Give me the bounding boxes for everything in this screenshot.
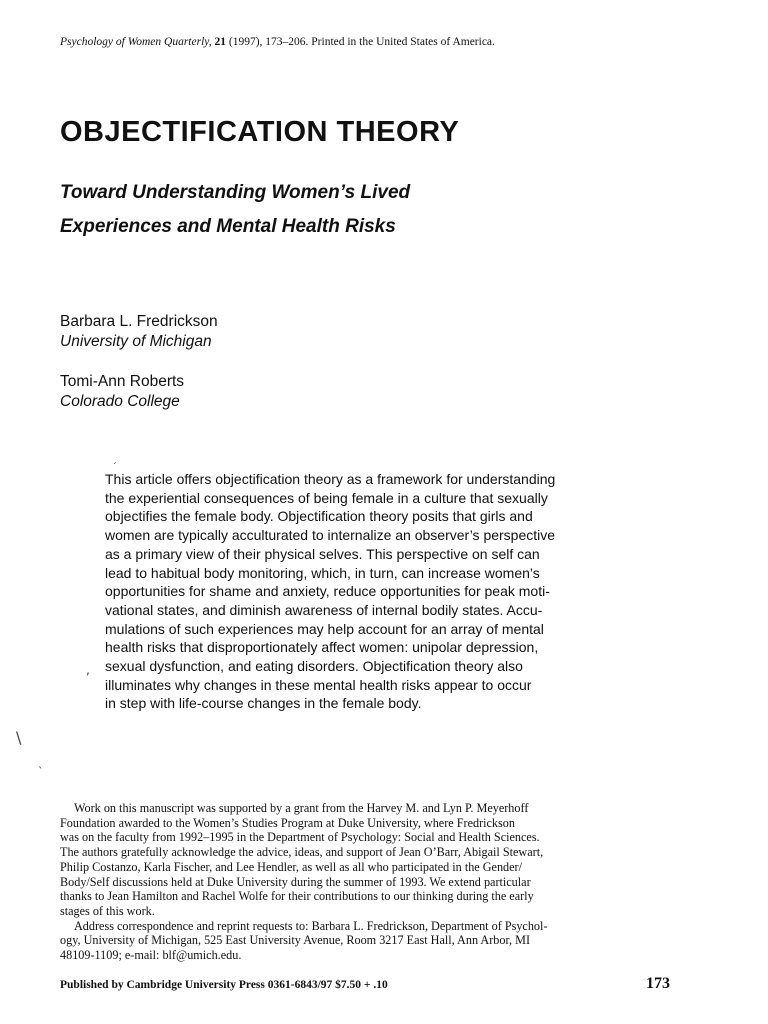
citation-details: (1997), 173–206. Printed in the United States of America. (228, 36, 495, 48)
abstract-line: as a primary view of their physical selves. This perspective on self can (105, 545, 540, 562)
page-number: 173 (646, 975, 670, 992)
abstract-line: objectifies the female body. Objectification theory posits that girls and (105, 508, 533, 525)
acknowledgment-footnote (60, 801, 690, 963)
footnote-line: Foundation awarded to the Women’s Studies Program at Duke University, where Fredrickson (60, 815, 515, 830)
abstract-line: illuminates why changes in these mental health risks appear to occur (105, 676, 532, 693)
footnote-line: Work on this manuscript was supported by a grant from the Harvey M. and Lyn P. Meyerhoff (74, 801, 529, 815)
article-subtitle (60, 176, 410, 244)
footnote-line: Body/Self discussions held at Duke University during the summer of 1993. We extend particular (60, 874, 531, 889)
scan-speck: , (86, 663, 90, 677)
author-block (60, 312, 218, 352)
journal-citation (60, 35, 720, 50)
publisher-line: Published by Cambridge University Press 0361-6843/97 $7.50 + .10 (60, 979, 388, 991)
abstract-line: mulations of such experiences may help account for an array of mental (105, 620, 544, 637)
abstract-line: the experiential consequences of being female in a culture that sexually (105, 489, 548, 506)
abstract-line: health risks that disproportionately affect women: unipolar depression, (105, 639, 539, 656)
footnote-line: 48109-1109; e-mail: blf@umich.edu. (60, 948, 242, 963)
subtitle-line: Toward Understanding Women’s Lived (60, 182, 411, 203)
author-affiliation: University of Michigan (60, 333, 212, 350)
footnote-line: Philip Costanzo, Karla Fischer, and Lee Hendler, as well as all who participated in the Gender/ (60, 859, 523, 874)
scan-speck: \ (16, 728, 22, 747)
scan-speck: ˊ (112, 462, 117, 473)
footnote-line: Address correspondence and reprint requests to: Barbara L. Fredrickson, Department of Psychol- (74, 918, 548, 933)
subtitle-line: Experiences and Mental Health Risks (60, 216, 396, 237)
author-block (60, 372, 184, 412)
abstract-line: sexual dysfunction, and eating disorders. Objectification theory also (105, 658, 523, 675)
footnote-line: ogy, University of Michigan, 525 East University Avenue, Room 3217 East Hall, Ann Arbor, MI (60, 933, 531, 948)
author-name: Tomi-Ann Roberts (60, 373, 185, 390)
scan-speck: ˋ (38, 765, 44, 778)
article-title: OBJECTIFICATION THEORY (60, 116, 460, 148)
journal-volume: 21 (214, 36, 226, 48)
author-name: Barbara L. Fredrickson (60, 313, 218, 330)
abstract (105, 470, 645, 713)
footnote-line: thanks to Jean Hamilton and Rachel Wolfe for their contributions to our thinking during the early (60, 889, 534, 904)
footnote-line: The authors gratefully acknowledge the advice, ideas, and support of Jean O’Barr, Abigail Stewart, (60, 845, 544, 860)
abstract-line: This article offers objectification theory as a framework for understanding (105, 471, 556, 487)
abstract-line: lead to habitual body monitoring, which, in turn, can increase women’s (105, 564, 540, 581)
abstract-line: vational states, and diminish awareness of internal bodily states. Accu- (105, 601, 543, 618)
author-affiliation: Colorado College (60, 393, 180, 410)
abstract-line: in step with life-course changes in the female body. (105, 695, 422, 712)
abstract-line: women are typically acculturated to internalize an observer’s perspective (105, 527, 556, 544)
abstract-line: opportunities for shame and anxiety, reduce opportunities for peak moti- (105, 583, 550, 600)
footnote-line: stages of this work. (60, 903, 155, 918)
journal-name: Psychology of Women Quarterly, (60, 36, 212, 48)
footnote-line: was on the faculty from 1992–1995 in the Department of Psychology: Social and Health Sciences. (60, 830, 540, 845)
